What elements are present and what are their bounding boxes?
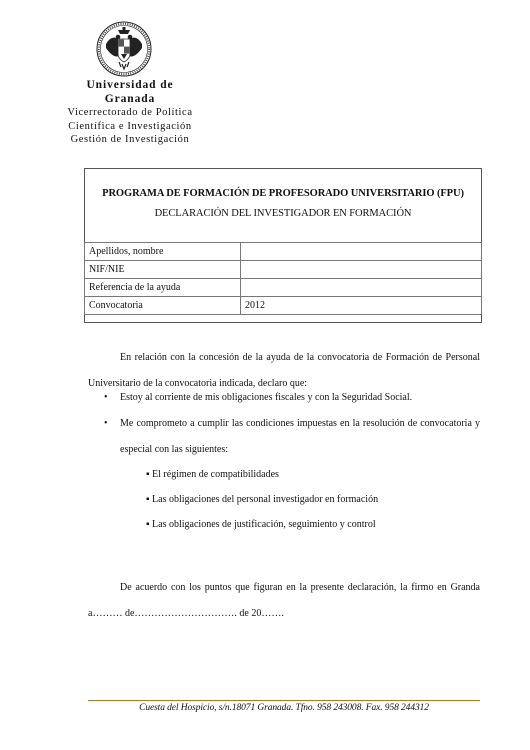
bullet-item-fiscal	[104, 385, 480, 411]
field-label-name: Apellidos, nombre	[85, 243, 241, 261]
bullet-item-commitment	[104, 411, 480, 463]
bullet-text: Estoy al corriente de mis obligaciones fiscales y con la Seguridad Social.	[120, 392, 413, 403]
university-crest-logo	[95, 20, 153, 78]
field-label-nif: NIF/NIE	[85, 261, 241, 279]
field-row-call	[85, 297, 482, 315]
field-value-nif[interactable]	[241, 261, 482, 279]
bullet-icon: •	[104, 418, 108, 429]
sub-item: ▪ Las obligaciones de justificación, seguimiento y control	[146, 519, 376, 530]
bullet-icon: •	[104, 392, 108, 403]
field-label-call: Convocatoria	[85, 297, 241, 315]
field-value-call[interactable]: 2012	[241, 297, 482, 315]
declaration-title: DECLARACIÓN DEL INVESTIGADOR EN FORMACIÓN	[154, 208, 412, 219]
field-value-reference[interactable]	[241, 279, 482, 297]
sub-item: ▪ Las obligaciones del personal investigador en formación	[146, 494, 379, 505]
field-row-name	[85, 243, 482, 261]
closing-paragraph: De acuerdo con los puntos que figuran en la presente declaración, la firmo en Granda a……… de…………………………. de 20…….	[88, 582, 480, 619]
university-name: Universidad de Granada	[86, 79, 174, 105]
intro-paragraph: En relación con la concesión de la ayuda de la convocatoria de Formación de Personal Universitario de la convocatoria indicada, declaro que:	[88, 352, 480, 389]
footer-address: Cuesta del Hospicio, s/n.18071 Granada. Tfno. 958 243008. Fax. 958 244312	[139, 703, 429, 713]
bullet-text: Me comprometo a cumplir las condiciones impuestas en la resolución de convocatoria y especial con las siguientes:	[120, 418, 480, 455]
program-title: PROGRAMA DE FORMACIÓN DE PROFESORADO UNIVERSITARIO (FPU)	[102, 188, 464, 199]
department-line-2: Científica e Investigación	[68, 120, 192, 132]
university-header	[60, 78, 200, 147]
department-line-1: Vicerrectorado de Política	[67, 107, 193, 118]
field-row-nif	[85, 261, 482, 279]
field-row-reference	[85, 279, 482, 297]
field-value-name[interactable]	[241, 243, 482, 261]
field-label-reference: Referencia de la ayuda	[85, 279, 241, 297]
department-line-3: Gestión de Investigación	[70, 134, 190, 145]
applicant-fields-table	[84, 242, 482, 315]
declaration-bullet-list	[104, 385, 480, 463]
declaration-box	[84, 168, 482, 323]
footer-divider	[88, 700, 480, 701]
conditions-sublist	[146, 462, 378, 537]
sub-item: ▪ El régimen de compatibilidades	[146, 469, 279, 480]
